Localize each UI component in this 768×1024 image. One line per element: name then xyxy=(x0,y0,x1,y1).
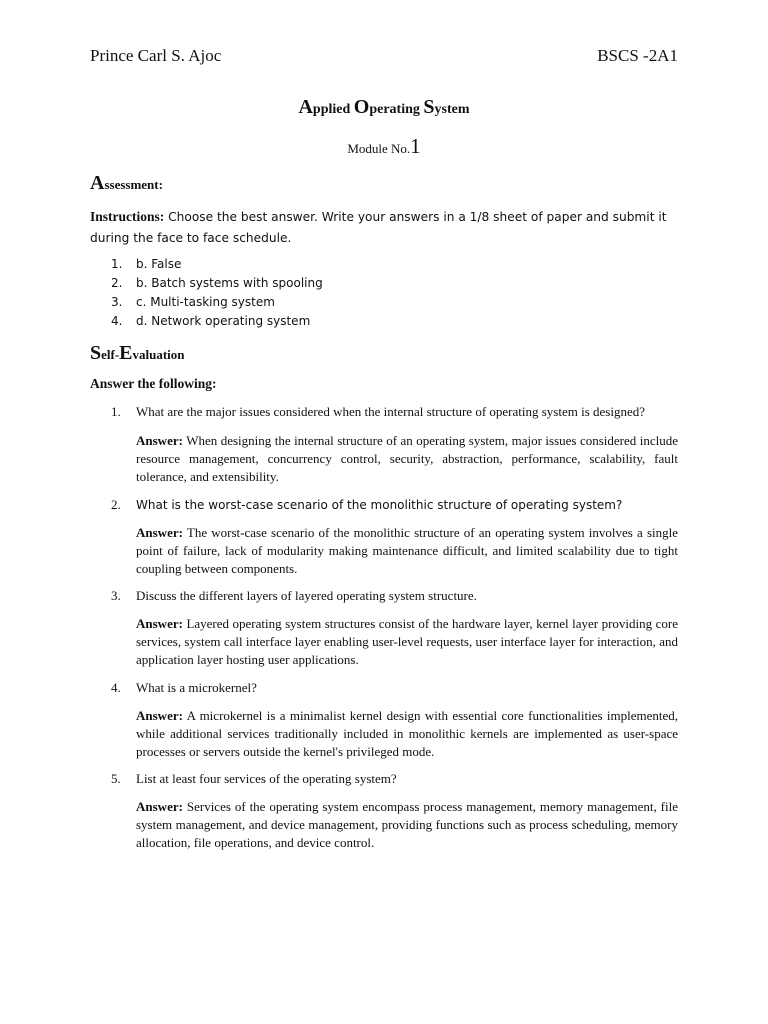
answer-4: Answer: A microkernel is a minimalist kernel design with essential core functionalities implemented, while additional services traditionally included in monolithic kernels are implemented as user-space processes or servers outside the kernel's privileged mode. xyxy=(136,708,678,759)
student-section: BSCS -2A1 xyxy=(597,46,678,65)
answer-1: Answer: When designing the internal structure of an operating system, major issues considered include resource management, concurrency control, security, abstraction, performance, scalability, fault tolerance, and extensibility. xyxy=(136,433,679,484)
answer-label: Answer: xyxy=(136,433,183,448)
assessment-heading: Assessment: xyxy=(90,172,163,194)
list-item: 2. b. Batch systems with spooling xyxy=(111,276,323,290)
module-number: Module No.1 xyxy=(347,134,421,158)
answer-label: Answer: xyxy=(136,616,183,631)
self-evaluation-heading: Self-Evaluation xyxy=(90,342,185,364)
answer-label: Answer: xyxy=(136,799,183,814)
answer-2: Answer: The worst-case scenario of the monolithic structure of an operating system involves a single point of failure, lack of modularity making maintenance difficult, and limited scalability due to tight coupling between components. xyxy=(136,525,679,576)
assessment-answers-list xyxy=(111,255,323,331)
question-4: 4. What is a microkernel? xyxy=(111,680,257,695)
answer-label: Answer: xyxy=(136,525,183,540)
instructions-text: Choose the best answer. Write your answers in a 1/8 sheet of paper and submit it during the face to face schedule. xyxy=(90,210,667,245)
answer-5: Answer: Services of the operating system encompass process management, memory management, file system management, and device management, providing functions such as process scheduling, memory allocation, file operations, and device control. xyxy=(136,799,678,850)
instructions-paragraph xyxy=(90,206,678,249)
list-item: 3. c. Multi-tasking system xyxy=(111,295,275,309)
question-3: 3. Discuss the different layers of layered operating system structure. xyxy=(111,588,477,603)
question-2: 2. What is the worst-case scenario of the monolithic structure of operating system? xyxy=(111,497,623,512)
student-name: Prince Carl S. Ajoc xyxy=(90,46,222,65)
answer-3: Answer: Layered operating system structures consist of the hardware layer, kernel layer providing core services, system call interface layer enabling user-level requests, user interface layer for interaction, and application layer hosting user applications. xyxy=(136,616,678,667)
question-5: 5. List at least four services of the operating system? xyxy=(111,771,397,786)
instructions-label: Instructions: xyxy=(90,209,165,224)
answer-label: Answer: xyxy=(136,708,183,723)
document-title: Applied Operating System xyxy=(298,96,470,118)
question-1: 1. What are the major issues considered when the internal structure of operating system is designed? xyxy=(111,404,646,419)
list-item: 4. d. Network operating system xyxy=(111,314,311,328)
list-item: 1. b. False xyxy=(111,257,182,271)
answer-following-label: Answer the following: xyxy=(90,376,217,391)
